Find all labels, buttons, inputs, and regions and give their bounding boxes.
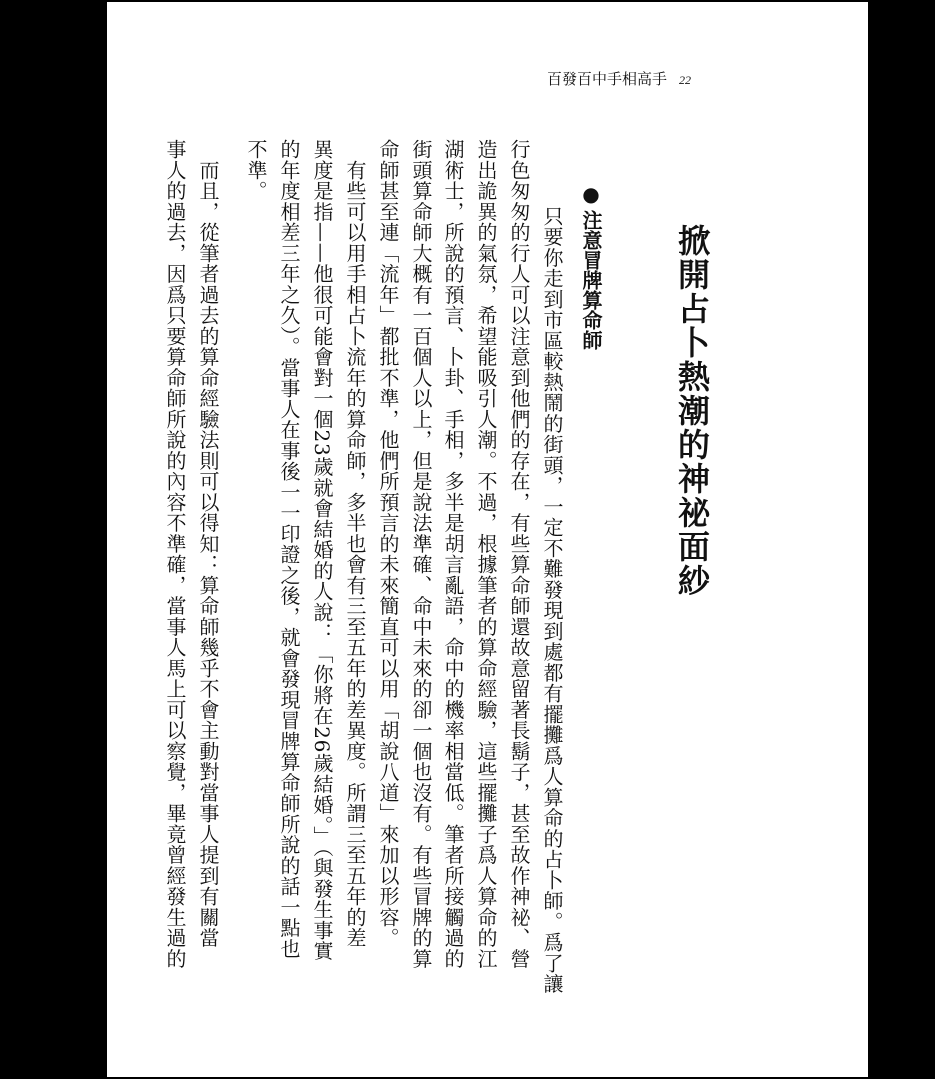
body-line: 行色匆匆的行人可以注意到他們的存在，有些算命師還故意留著長鬍子，甚至故作神祕、營 — [507, 139, 531, 969]
body-line: 只要你走到市區較熱鬧的街頭，一定不難發現到處都有擺攤爲人算命的占卜師。爲了讓 — [540, 185, 564, 995]
body-line: 有些可以用手相占卜流年的算命師，多半也會有三至五年的差異度。所謂三至五年的差 — [343, 139, 367, 949]
section-heading — [577, 182, 606, 350]
running-head-title: 百發百中手相高手 — [547, 70, 668, 88]
body-line: 不準。 — [244, 139, 268, 202]
body-line: 的年度相差三年之久）。當事人在事後一一印證之後，就會發現冒牌算命師所說的話一點也 — [277, 139, 301, 959]
running-head — [547, 68, 691, 89]
body-line: 而且，從筆者過去的算命經驗法則可以得知：算命師幾乎不會主動對當事人提到有關當 — [196, 139, 220, 949]
body-line: 街頭算命師大概有一百個人以上，但是說法準確、命中未來的卻一個也沒有。有些冒牌的算 — [409, 139, 433, 969]
book-page — [107, 2, 868, 1077]
section-heading-text: 注意冒牌算命師 — [579, 210, 603, 350]
body-line: 命師甚至連「流年」都批不準，他們所預言的未來簡直可以用「胡說八道」來加以形容。 — [376, 139, 400, 949]
bullet-icon: ● — [579, 182, 603, 206]
body-line: 事人的過去，因爲只要算命師所說的內容不準確，當事人馬上可以察覺，畢竟曾經發生過的 — [163, 139, 187, 969]
page-number: 22 — [679, 73, 692, 87]
body-line: 造出詭異的氣氛，希望能吸引人潮。不過，根據筆者的算命經驗，這些擺攤子爲人算命的江 — [474, 139, 498, 969]
body-line: 湖術士，所說的預言、卜卦、手相，多半是胡言亂語，命中的機率相當低。筆者所接觸過的 — [441, 139, 465, 969]
chapter-title: 掀開占卜熱潮的神祕面紗 — [673, 224, 711, 598]
body-line: 異度是指——他很可能會對一個23歲就會結婚的人說：「你將在26歲結婚。」（與發生事實 — [310, 139, 334, 962]
